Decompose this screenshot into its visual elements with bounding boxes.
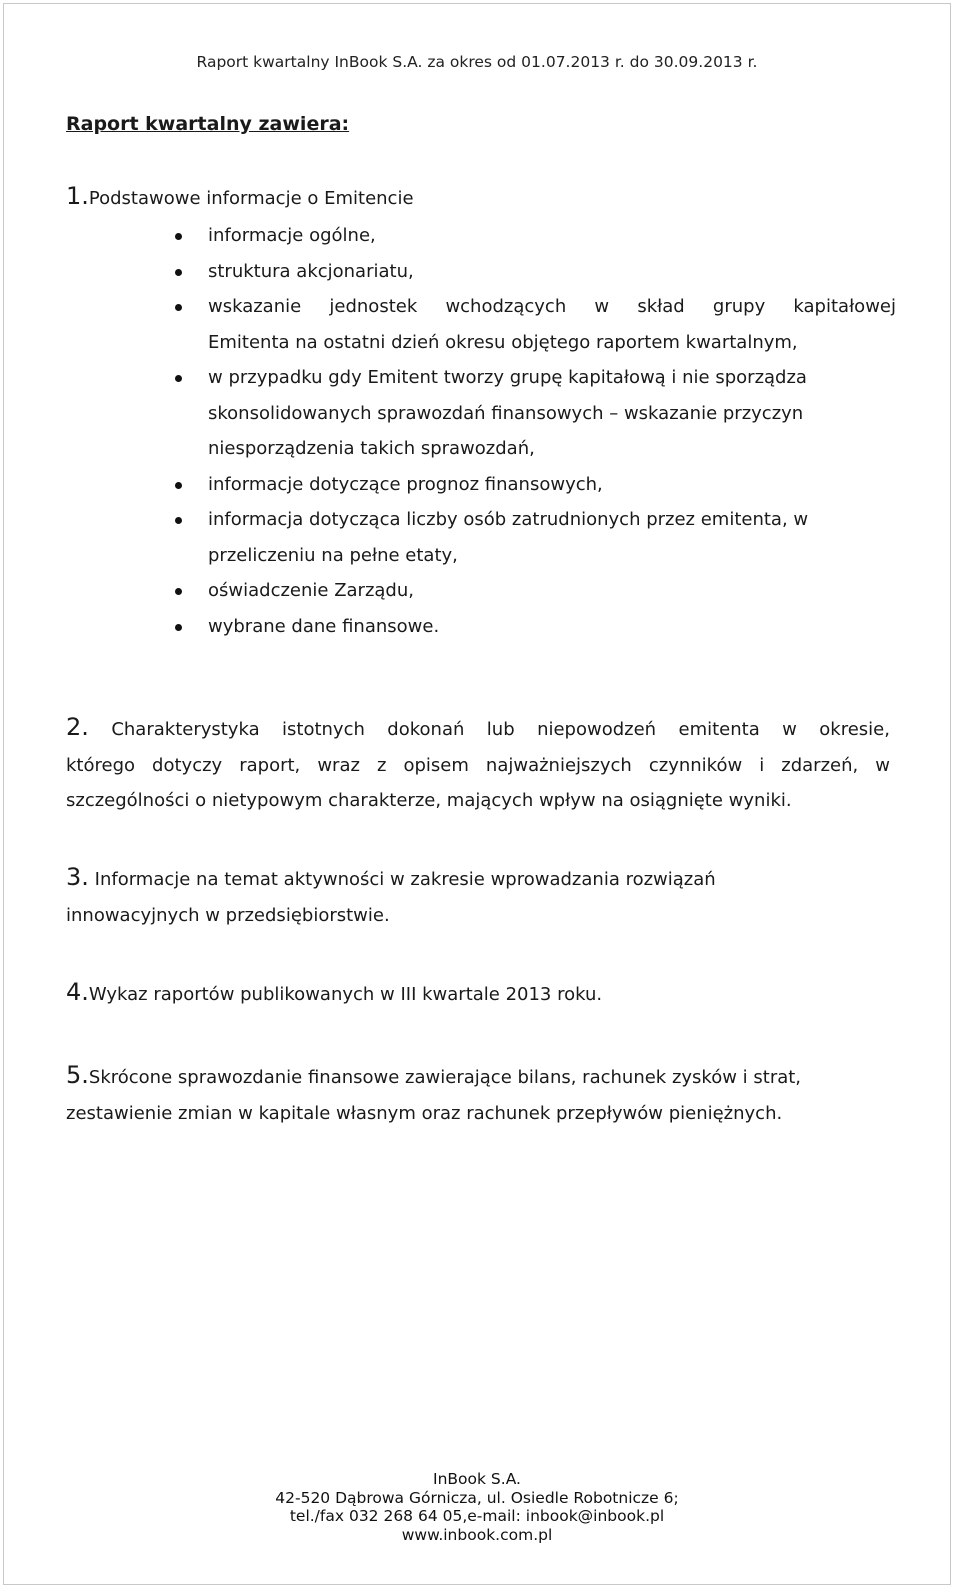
page-footer [4,1470,950,1544]
list-item-line: przeliczeniu na pełne etaty, [208,544,458,566]
section-1-heading [66,182,414,210]
list-item-line: informacje dotyczące prognoz finansowych, [208,473,603,495]
list-item-line: wskazanie jednostek wchodzących w skład grupy kapitałowej [208,296,896,317]
list-item [174,609,896,645]
list-item-line: wybrane dane finansowe. [208,615,440,637]
section-5-text: Skrócone sprawozdanie finansowe zawierające bilans, rachunek zysków i strat, [88,1067,802,1088]
list-item-line: informacja dotycząca liczby osób zatrudnionych przez emitenta, w [208,509,809,530]
list-item-line: informacje ogólne, [208,225,376,246]
list-item-line: Emitenta na ostatni dzień okresu objętego raportem kwartalnym, [208,331,798,353]
section-5 [66,1058,890,1131]
footer-company: InBook S.A. [433,1470,521,1488]
section-2 [66,710,890,819]
section-2-line [66,710,890,748]
document-title: Raport kwartalny zawiera: [66,113,350,135]
footer-address: 42-520 Dąbrowa Górnicza, ul. Osiedle Robotnicze 6; [275,1488,679,1507]
list-item-line: skonsolidowanych sprawozdań finansowych – wskazanie przyczyn [208,402,804,424]
section-2-line: którego dotyczy raport, wraz z opisem najważniejszych czynników i zdarzeń, w [66,754,890,776]
section-2-number: 2. [66,713,89,741]
section-3-line: innowacyjnych w przedsiębiorstwie. [66,904,390,926]
section-3 [66,860,890,933]
section-5-number: 5. [66,1061,89,1089]
list-item-line: niesporządzenia takich sprawozdań, [208,438,535,459]
section-4-line [66,975,890,1013]
footer-contact: tel./fax 032 268 64 05,e-mail: inbook@inbook.pl [289,1507,665,1525]
list-item [174,218,896,254]
list-item-line: struktura akcjonariatu, [208,260,414,282]
section-2-text: Charakterystyka istotnych dokonań lub niepowodzeń emitenta w okresie, [111,719,890,740]
section-4 [66,975,890,1013]
section-3-number: 3. [66,863,89,891]
list-item [174,467,896,503]
document-page [3,3,951,1585]
list-item-line: w przypadku gdy Emitent tworzy grupę kapitałową i nie sporządza [208,367,807,388]
section-5-line: zestawienie zmian w kapitale własnym oraz rachunek przepływów pieniężnych. [66,1102,783,1124]
list-item-line: oświadczenie Zarządu, [208,580,414,601]
list-item [174,360,896,467]
list-item [174,289,896,360]
footer-website: www.inbook.com.pl [401,1525,553,1544]
section-1-number: 1. [66,182,89,210]
list-item [174,573,896,609]
list-item [174,254,896,290]
section-4-text: Wykaz raportów publikowanych w III kwartale 2013 roku. [88,984,603,1005]
section-1-text: Podstawowe informacje o Emitencie [88,188,414,209]
section-5-line [66,1058,890,1096]
section-3-line [66,860,890,898]
section-1-list [174,218,896,644]
list-item [174,502,896,573]
page-header: Raport kwartalny InBook S.A. za okres od 01.07.2013 r. do 30.09.2013 r. [196,53,758,71]
section-2-line: szczególności o nietypowym charakterze, mających wpływ na osiągnięte wyniki. [66,790,792,811]
section-4-number: 4. [66,978,89,1006]
section-3-text: Informacje na temat aktywności w zakresie wprowadzania rozwiązań [94,869,716,890]
